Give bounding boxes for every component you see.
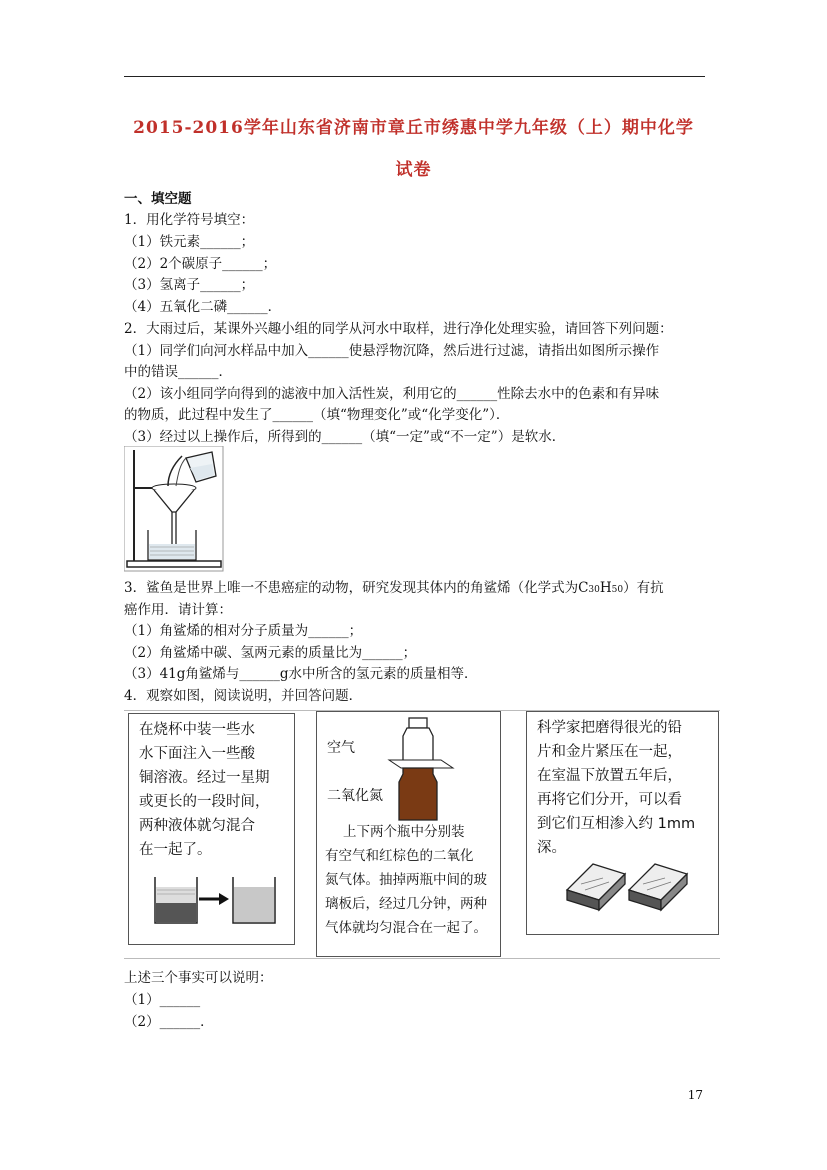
panel-text-line: 两种液体就匀混合	[139, 818, 255, 834]
panel-text-line: 深。	[537, 840, 566, 856]
q3-item: （3）41g角鲨烯与______g水中所含的氢元素的质量相等．	[124, 666, 478, 682]
beakers-mixing-figure	[149, 869, 279, 929]
panel-text-line: 在烧杯中装一些水	[139, 722, 255, 738]
panel-text-line: 再将它们分开，可以看	[537, 792, 682, 808]
q1-item: （3）氢离子______；	[124, 277, 255, 293]
nitrogen-dioxide-label: 二氧化氮	[327, 788, 383, 804]
diffusion-liquid-panel	[128, 713, 295, 945]
q3-stem: 癌作用．请计算：	[124, 602, 232, 618]
panel-text-line: 水下面注入一些酸	[139, 746, 255, 762]
q2-item: （2）该小组同学向得到的滤液中加入活性炭，利用它的______性除去水中的色素和有异味	[124, 386, 660, 402]
panel-text-line: 片和金片紧压在一起，	[537, 744, 682, 760]
panel-text-line: 科学家把磨得很光的铅	[537, 720, 682, 736]
page-title-line1: 2015-2016学年山东省济南市章丘市绣惠中学九年级（上）期中化学	[133, 118, 694, 138]
q3-item: （2）角鲨烯中碳、氢两元素的质量比为______；	[124, 645, 417, 661]
air-label: 空气	[327, 740, 355, 756]
panel-text-line: 铜溶液。经过一星期	[139, 770, 270, 786]
diffusion-gas-panel	[316, 711, 501, 957]
q2-item: （1）同学们向河水样品中加入______使悬浮物沉降，然后进行过滤，请指出如图所示操作	[124, 343, 660, 359]
panel-text-line: 在一起了。	[139, 842, 212, 858]
panel-text-line: 在室温下放置五年后，	[537, 768, 682, 784]
q1-item: （1）铁元素______；	[124, 234, 255, 250]
panel-text-line: 或更长的一段时间，	[139, 794, 270, 810]
q3-item: （1）角鲨烯的相对分子质量为______；	[124, 623, 363, 639]
panel-text-line: 璃板后，经过几分钟，两种	[325, 896, 487, 912]
q1-stem: 1．用化学符号填空：	[124, 212, 255, 228]
q4-stem: 4．观察如图，阅读说明，并回答问题．	[124, 688, 363, 704]
diffusion-solid-panel	[526, 711, 719, 935]
q2-item: 中的错误______．	[124, 364, 232, 380]
panel-text-line: 气体就均匀混合在一起了。	[325, 920, 487, 936]
header-rule	[124, 76, 705, 77]
q2-item: （3）经过以上操作后，所得到的______（填“一定”或“不一定”）是软水．	[124, 429, 566, 445]
gas-bottles-figure	[387, 716, 457, 826]
q4-item: （2）______．	[124, 1014, 214, 1030]
metal-plates-figure	[563, 854, 693, 920]
panel-text-line: 到它们互相渗入约 1mm	[537, 816, 696, 832]
panel-text-line: 有空气和红棕色的二氧化	[325, 848, 474, 864]
section-heading: 一、填空题	[124, 191, 192, 207]
panel-text-line: 氮气体。抽掉两瓶中间的玻	[325, 872, 487, 888]
q1-item: （2）2个碳原子______；	[124, 256, 277, 272]
q2-item: 的物质，此过程中发生了______（填“物理变化”或“化学变化”）．	[124, 407, 510, 423]
q4-item: （1）______	[124, 992, 201, 1008]
page-title-line2: 试卷	[395, 160, 432, 180]
q3-stem: 3．鲨鱼是世界上唯一不患癌症的动物，研究发现其体内的角鲨烯（化学式为C30H50）有抗	[124, 580, 664, 596]
q2-stem: 2．大雨过后，某课外兴趣小组的同学从河水中取样，进行净化处理实验，请回答下列问题：	[124, 321, 673, 337]
q1-item: （4）五氧化二磷______．	[124, 299, 282, 315]
page-number: 17	[687, 1088, 703, 1102]
panel-text-line: 上下两个瓶中分别装	[343, 824, 465, 840]
filtration-apparatus-figure	[124, 446, 224, 572]
q4-conclusion: 上述三个事实可以说明：	[124, 970, 273, 986]
